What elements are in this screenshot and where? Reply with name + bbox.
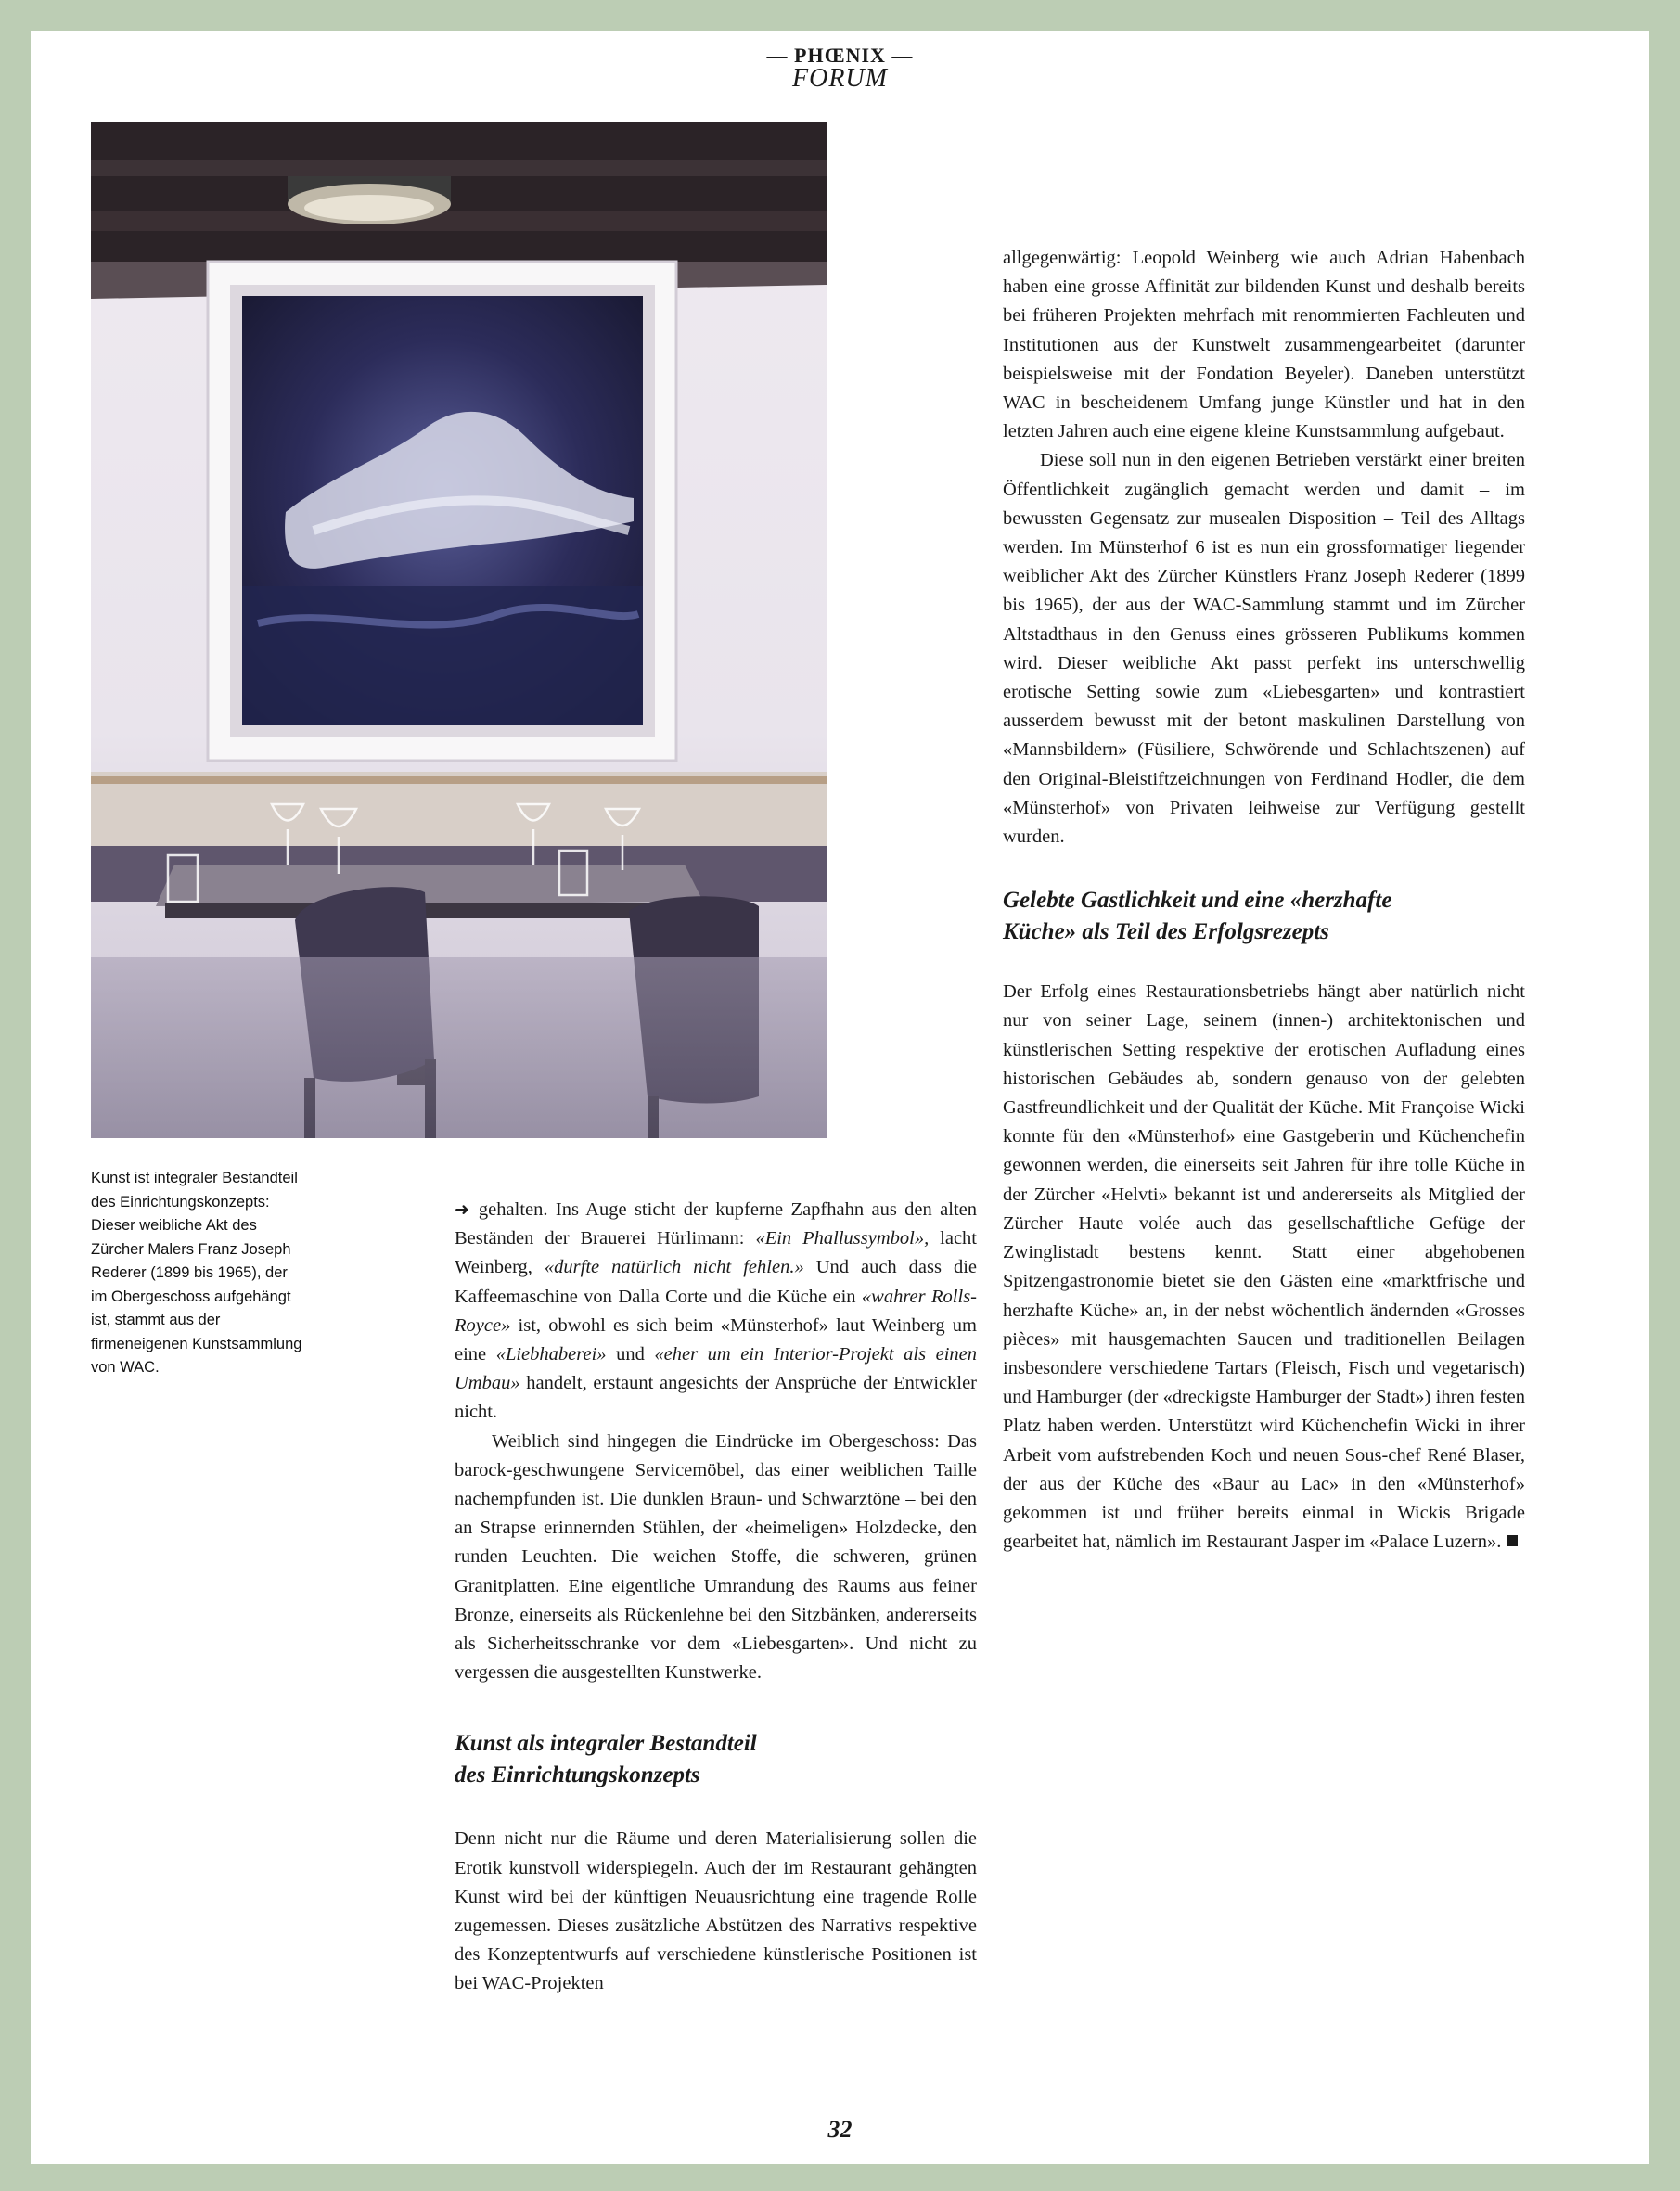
quote: «durfte natürlich nicht fehlen.»	[544, 1257, 804, 1278]
text-run: und	[606, 1344, 655, 1365]
text-run: Der Erfolg eines Restaurationsbetriebs hängt aber natürlich nicht nur von seiner Lage, seinem (innen-) architektonischen und künstlerischen Setting respektive der erotischen Aufladung eines historischen Gebäudes ab, sondern genauso von der gelebten Gastfreundlichkeit und der Qualität der Küche. Mit Françoise Wicki konnte für den «Münsterhof» eine Gastgeberin und Küchenchefin gewonnen werden, die einerseits seit Jahren für ihre tolle Küche in der Zürcher «Helvti» bekannt ist und andererseits als Mitglied der Zürcher Haute volée auch das gesellschaftliche Gefüge der Zwinglistadt bestens kennt. Statt einer abgehobenen Spitzengastronomie bietet sie den Gästen eine «marktfrische und herzhafte Küche» an, in der nebst wöchentlich ändernden «Grosses pièces» mit hausgemachten Saucen und traditionellen Beilagen insbesondere verschiedene Tartars (Fleisch, Fisch und vegetarisch) und Hamburger (der «dreckigste Hamburger der Stadt») ihren festen Platz haben werden. Unterstützt wird Küchenchefin Wicki in ihrer Arbeit vom aufstrebenden Koch und neuen Sous-chef René Blaser, der aus der Küche des «Baur au Lac» in den «Münsterhof» gekommen ist und früher bereits einmal in Wickis Brigade gearbeitet hat, nämlich im Restaurant Jasper im «Palace Luzern».	[1003, 981, 1525, 1553]
photo-illustration	[91, 122, 827, 1138]
quote: «Ein Phallussymbol»,	[755, 1228, 930, 1249]
continued-arrow-icon: ➜	[455, 1199, 469, 1220]
section-heading	[1003, 885, 1525, 948]
quote: «wahrer Rolls-Royce»	[455, 1286, 977, 1336]
right-text-column	[1003, 244, 1525, 1557]
paragraph: Diese soll nun in den eigenen Betrieben verstärkt einer breiten Öffentlichkeit zugänglich gemacht werden und damit – im bewussten Gegensatz zur musealen Disposition – Teil des Alltags werden. Im Münsterhof 6 ist es nun ein grossformatiger liegender weiblicher Akt des Zürcher Künstlers Franz Joseph Rederer (1899 bis 1965), der aus der WAC-Sammlung stammt und im Zürcher Altstadthaus in den Genuss eines grösseren Publikums kommen wird. Dieser weibliche Akt passt perfekt ins unterschwellig erotische Setting sowie zum «Liebesgarten» und kontrastiert ausserdem bewusst mit der betont maskulinen Darstellung von «Mannsbildern» (Füsiliere, Schwörende und Schlachtszenen) auf den Original-Bleistiftzeichnungen von Ferdinand Hodler, die dem «Münsterhof» von Privaten leihweise zur Verfügung gestellt wurden.	[1003, 450, 1525, 848]
section-heading	[455, 1728, 977, 1791]
left-text-column	[455, 1196, 977, 1999]
text-run: lacht Weinberg,	[455, 1228, 978, 1278]
magazine-page	[31, 31, 1649, 2164]
masthead	[31, 44, 1649, 93]
text-run: gehalten. Ins Auge sticht der kupferne Zapfhahn aus den alten Beständen der Brauerei Hürlimann:	[455, 1199, 977, 1249]
quote: «eher um ein Interior-Projekt als einen Umbau»	[455, 1344, 977, 1394]
quote: «Liebhaberei»	[495, 1344, 607, 1365]
restaurant-photo	[91, 122, 827, 1138]
page-number: 32	[827, 2116, 853, 2143]
heading-line: Küche» als Teil des Erfolgsrezepts	[1003, 919, 1329, 945]
text-run: Und auch dass die Kaffeemaschine von Dalla Corte und die Küche ein	[455, 1257, 977, 1307]
photo-caption: Kunst ist integraler Bestandteil des Einrichtungskonzepts: Dieser weibliche Akt des Zürcher Malers Franz Joseph Rederer (1899 bis 1965), der im Obergeschoss aufgehängt ist, stammt aus der firmeneigenen Kunstsammlung von WAC.	[91, 1170, 302, 1376]
paragraph	[455, 1196, 977, 1428]
paragraph	[1003, 978, 1525, 1557]
paragraph: Denn nicht nur die Räume und deren Materialisierung sollen die Erotik kunstvoll widerspiegeln. Auch der im Restaurant gehängten Kunst wird bei der künftigen Neuausrichtung eine tragende Rolle zugemessen. Dieses zusätzliche Abstützen des Narrativs respektive des Konzeptentwurfs auf verschiedene künstlerische Positionen ist bei WAC-Projekten	[455, 1828, 977, 1994]
heading-line: Kunst als integraler Bestandteil	[455, 1731, 757, 1757]
heading-line: des Einrichtungskonzepts	[455, 1762, 700, 1788]
text-run: handelt, erstaunt angesichts der Ansprüche der Entwickler nicht.	[455, 1373, 977, 1423]
section-title: FORUM	[792, 64, 888, 93]
end-mark-icon	[1507, 1535, 1518, 1546]
paragraph: allgegenwärtig: Leopold Weinberg wie auch Adrian Habenbach haben eine grosse Affinität zur bildenden Kunst und deshalb bereits bei früheren Projekten mehrfach mit renommierten Fachleuten und Institutionen aus der Kunstwelt zusammengearbeitet (darunter beispielsweise mit der Fondation Beyeler). Daneben unterstützt WAC in bescheidenem Umfang junge Künstler und hat in den letzten Jahren auch eine eigene kleine Kunstsammlung aufgebaut.	[1003, 248, 1525, 442]
text-run: ist, obwohl es sich beim «Münsterhof» laut Weinberg um eine	[455, 1314, 977, 1365]
magazine-brand: — PHŒNIX —	[766, 44, 914, 67]
paragraph: Weiblich sind hingegen die Eindrücke im Obergeschoss: Das barock-geschwungene Servicemöbel, das einer weiblichen Taille nachempfunden ist. Die dunklen Braun- und Schwarztöne – bei den an Strapse erinnernden Stühlen, der «heimeligen» Holzdecke, den runden Leuchten. Die weichen Stoffe, die schweren, grünen Granitplatten. Eine eigentliche Umrandung des Raums aus feiner Bronze, einerseits als Rückenlehne bei den Sitzbänken, andererseits als Sicherheitsschranke vor dem «Liebesgarten». Und nicht zu vergessen die ausgestellten Kunstwerke.	[455, 1430, 977, 1684]
heading-line: Gelebte Gastlichkeit und eine «herzhafte	[1003, 888, 1392, 914]
